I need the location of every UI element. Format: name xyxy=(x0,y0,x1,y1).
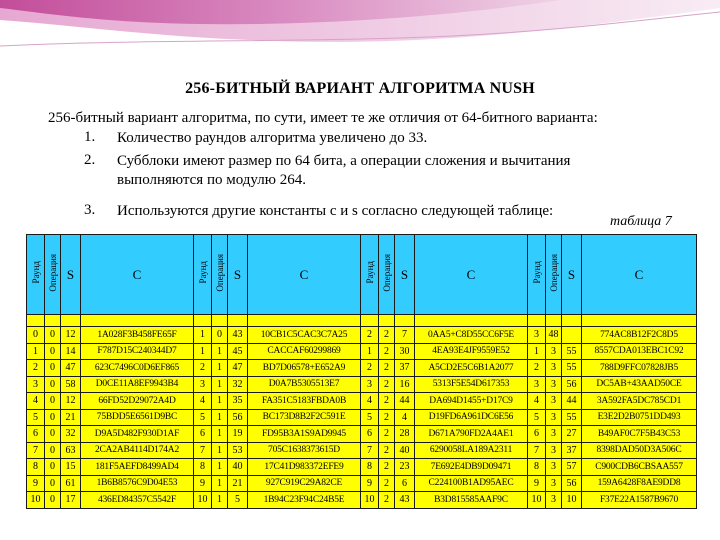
operation-cell: 48 xyxy=(546,327,562,344)
header-round-4 xyxy=(528,235,546,315)
operation-cell: 2 xyxy=(379,475,395,492)
c-cell: 66FD52D29072A4D xyxy=(81,393,194,410)
list-item-1: Количество раундов алгоритма увеличено до 33. xyxy=(117,130,428,146)
c-cell: 6290058LA189A2311 xyxy=(415,442,528,459)
c-cell: D0A7B5305513E7 xyxy=(248,376,361,393)
table-spacer-row xyxy=(27,315,697,327)
page-title: 256-БИТНЫЙ ВАРИАНТ АЛГОРИТМА NUSH xyxy=(185,80,535,97)
round-cell: 1 xyxy=(27,343,45,360)
operation-cell: 1 xyxy=(212,442,228,459)
spacer-cell xyxy=(27,315,45,327)
s-cell: 7 xyxy=(395,327,415,344)
c-cell: 0AA5+C8D55CC6F5E xyxy=(415,327,528,344)
operation-cell: 3 xyxy=(546,409,562,426)
operation-cell: 3 xyxy=(546,393,562,410)
header-round-label: Раунд xyxy=(197,261,208,284)
c-cell: 623C7496C0D6EF865 xyxy=(81,360,194,377)
header-s-4: S xyxy=(562,235,582,315)
s-cell: 23 xyxy=(395,459,415,476)
c-cell: 7E692E4DB9D09471 xyxy=(415,459,528,476)
operation-cell: 2 xyxy=(379,343,395,360)
header-c-4: C xyxy=(582,235,697,315)
c-cell: 2CA2AB4114D174A2 xyxy=(81,442,194,459)
s-cell: 55 xyxy=(562,409,582,426)
spacer-cell xyxy=(212,315,228,327)
spacer-cell xyxy=(248,315,361,327)
c-cell: D671A790FD2A4AE1 xyxy=(415,426,528,443)
c-cell: 8557CDA013EBC1C92 xyxy=(582,343,697,360)
round-cell: 10 xyxy=(194,492,212,509)
c-cell: 5313F5E54D617353 xyxy=(415,376,528,393)
operation-cell: 2 xyxy=(379,459,395,476)
operation-cell: 0 xyxy=(45,426,61,443)
spacer-cell xyxy=(582,315,697,327)
header-round-label: Раунд xyxy=(364,261,375,284)
spacer-cell xyxy=(228,315,248,327)
s-cell: 14 xyxy=(61,343,81,360)
round-cell: 7 xyxy=(27,442,45,459)
s-cell: 6 xyxy=(395,475,415,492)
header-operation-1 xyxy=(45,235,61,315)
round-cell: 1 xyxy=(528,343,546,360)
header-operation-label: Операция xyxy=(381,253,392,292)
s-cell: 43 xyxy=(395,492,415,509)
table-row xyxy=(27,327,697,344)
c-cell: FD95B3A1S9AD9945 xyxy=(248,426,361,443)
operation-cell: 1 xyxy=(212,475,228,492)
header-round-2 xyxy=(194,235,212,315)
round-cell: 4 xyxy=(194,393,212,410)
operation-cell: 2 xyxy=(379,426,395,443)
s-cell: 10 xyxy=(562,492,582,509)
round-cell: 2 xyxy=(194,360,212,377)
c-cell: 1B6B8576C9D04E53 xyxy=(81,475,194,492)
operation-cell: 0 xyxy=(45,475,61,492)
table-row xyxy=(27,475,697,492)
table-row xyxy=(27,376,697,393)
list-item-3: Используются другие константы c и s согласно следующей таблице: xyxy=(117,203,554,219)
round-cell: 3 xyxy=(361,376,379,393)
c-cell: 159A6428F8AE9DD8 xyxy=(582,475,697,492)
c-cell: 774AC8B12F2C8D5 xyxy=(582,327,697,344)
operation-cell: 1 xyxy=(212,360,228,377)
header-operation-2 xyxy=(212,235,228,315)
s-cell: 21 xyxy=(61,409,81,426)
table-row xyxy=(27,442,697,459)
header-operation-label: Операция xyxy=(548,253,559,292)
operation-cell: 2 xyxy=(379,492,395,509)
operation-cell: 3 xyxy=(546,492,562,509)
header-s-1: S xyxy=(61,235,81,315)
s-cell: 63 xyxy=(61,442,81,459)
header-operation-label: Операция xyxy=(214,253,225,292)
operation-cell: 0 xyxy=(45,343,61,360)
round-cell: 3 xyxy=(528,376,546,393)
s-cell: 35 xyxy=(228,393,248,410)
round-cell: 10 xyxy=(27,492,45,509)
c-cell: DC5AB+43AAD50CE xyxy=(582,376,697,393)
c-cell: 75BDD5E6561D9BC xyxy=(81,409,194,426)
table-caption: таблица 7 xyxy=(610,214,672,229)
round-cell: 10 xyxy=(361,492,379,509)
table-row xyxy=(27,426,697,443)
list-number-3: 3. xyxy=(84,202,96,218)
c-cell: 436ED84357C5542F xyxy=(81,492,194,509)
table-row xyxy=(27,492,697,509)
operation-cell: 3 xyxy=(546,459,562,476)
s-cell: 32 xyxy=(228,376,248,393)
list-number-1: 1. xyxy=(84,129,96,145)
round-cell: 8 xyxy=(528,459,546,476)
spacer-cell xyxy=(379,315,395,327)
constants-table-container xyxy=(26,234,696,509)
c-cell: 705C1638373615D xyxy=(248,442,361,459)
round-cell: 4 xyxy=(27,393,45,410)
round-cell: 9 xyxy=(27,475,45,492)
c-cell: BC173D8B2F2C591E xyxy=(248,409,361,426)
c-cell: F37E22A1587B9670 xyxy=(582,492,697,509)
c-cell: BD7D06578+E652A9 xyxy=(248,360,361,377)
s-cell: 58 xyxy=(61,376,81,393)
s-cell: 30 xyxy=(395,343,415,360)
spacer-cell xyxy=(395,315,415,327)
operation-cell: 1 xyxy=(212,409,228,426)
operation-cell: 3 xyxy=(546,343,562,360)
s-cell: 55 xyxy=(562,343,582,360)
operation-cell: 2 xyxy=(379,376,395,393)
s-cell: 43 xyxy=(228,327,248,344)
round-cell: 3 xyxy=(528,327,546,344)
header-round-label: Раунд xyxy=(531,261,542,284)
s-cell: 12 xyxy=(61,393,81,410)
s-cell: 5 xyxy=(228,492,248,509)
c-cell: 1B94C23F94C24B5E xyxy=(248,492,361,509)
header-round-label: Раунд xyxy=(30,261,41,284)
operation-cell: 3 xyxy=(546,376,562,393)
round-cell: 5 xyxy=(361,409,379,426)
round-cell: 8 xyxy=(194,459,212,476)
round-cell: 10 xyxy=(528,492,546,509)
c-cell: A5CD2E5C6B1A2077 xyxy=(415,360,528,377)
s-cell: 44 xyxy=(395,393,415,410)
s-cell: 28 xyxy=(395,426,415,443)
round-cell: 1 xyxy=(194,343,212,360)
operation-cell: 0 xyxy=(45,409,61,426)
round-cell: 9 xyxy=(361,475,379,492)
round-cell: 6 xyxy=(27,426,45,443)
header-operation-3 xyxy=(379,235,395,315)
c-cell: C224100B1AD95AEC xyxy=(415,475,528,492)
s-cell: 55 xyxy=(562,360,582,377)
list-number-2: 2. xyxy=(84,152,96,168)
c-cell: F787D15C240344D7 xyxy=(81,343,194,360)
list-item-2-line-2: выполняются по модулю 264. xyxy=(117,172,306,188)
header-round-1 xyxy=(27,235,45,315)
round-cell: 4 xyxy=(528,393,546,410)
operation-cell: 0 xyxy=(212,327,228,344)
operation-cell: 1 xyxy=(212,492,228,509)
header-c-1: C xyxy=(81,235,194,315)
round-cell: 1 xyxy=(194,327,212,344)
s-cell: 37 xyxy=(395,360,415,377)
s-cell: 40 xyxy=(395,442,415,459)
table-header-row xyxy=(27,235,697,315)
s-cell: 15 xyxy=(61,459,81,476)
operation-cell: 3 xyxy=(546,475,562,492)
header-operation-4 xyxy=(546,235,562,315)
table-row xyxy=(27,360,697,377)
table-row xyxy=(27,409,697,426)
c-cell: E3E2D2B0751DD493 xyxy=(582,409,697,426)
spacer-cell xyxy=(61,315,81,327)
s-cell: 32 xyxy=(61,426,81,443)
operation-cell: 0 xyxy=(45,459,61,476)
s-cell: 61 xyxy=(61,475,81,492)
operation-cell: 1 xyxy=(212,376,228,393)
header-c-2: C xyxy=(248,235,361,315)
round-cell: 7 xyxy=(194,442,212,459)
header-operation-label: Операция xyxy=(47,253,58,292)
round-cell: 0 xyxy=(27,327,45,344)
operation-cell: 2 xyxy=(379,327,395,344)
s-cell: 44 xyxy=(562,393,582,410)
round-cell: 8 xyxy=(27,459,45,476)
s-cell: 16 xyxy=(395,376,415,393)
list-item-2-line-1: Субблоки имеют размер по 64 бита, а операции сложения и вычитания xyxy=(117,153,571,169)
round-cell: 9 xyxy=(528,475,546,492)
round-cell: 6 xyxy=(194,426,212,443)
s-cell: 27 xyxy=(562,426,582,443)
spacer-cell xyxy=(415,315,528,327)
c-cell: B3D815585AAF9C xyxy=(415,492,528,509)
round-cell: 4 xyxy=(361,393,379,410)
c-cell: B49AF0C7F5B43C53 xyxy=(582,426,697,443)
c-cell: 4EA93E4JF9559E52 xyxy=(415,343,528,360)
s-cell: 17 xyxy=(61,492,81,509)
operation-cell: 0 xyxy=(45,376,61,393)
header-round-3 xyxy=(361,235,379,315)
s-cell: 56 xyxy=(228,409,248,426)
c-cell: 927C919C29A82CE xyxy=(248,475,361,492)
operation-cell: 1 xyxy=(212,459,228,476)
s-cell: 21 xyxy=(228,475,248,492)
c-cell: 10CB1C5CAC3C7A25 xyxy=(248,327,361,344)
operation-cell: 2 xyxy=(379,393,395,410)
c-cell: CACCAF60299869 xyxy=(248,343,361,360)
operation-cell: 0 xyxy=(45,393,61,410)
operation-cell: 1 xyxy=(212,343,228,360)
header-wave-decoration xyxy=(0,0,720,70)
c-cell: D9A5D482F930D1AF xyxy=(81,426,194,443)
c-cell: FA351C5183FBDA0B xyxy=(248,393,361,410)
operation-cell: 2 xyxy=(379,409,395,426)
c-cell: C900CDB6CBSAA557 xyxy=(582,459,697,476)
operation-cell: 2 xyxy=(379,360,395,377)
round-cell: 2 xyxy=(528,360,546,377)
operation-cell: 1 xyxy=(212,426,228,443)
operation-cell: 1 xyxy=(212,393,228,410)
operation-cell: 3 xyxy=(546,360,562,377)
spacer-cell xyxy=(361,315,379,327)
c-cell: 8398DAD50D3A506C xyxy=(582,442,697,459)
s-cell xyxy=(562,327,582,344)
round-cell: 6 xyxy=(528,426,546,443)
s-cell: 40 xyxy=(228,459,248,476)
s-cell: 37 xyxy=(562,442,582,459)
s-cell: 57 xyxy=(562,459,582,476)
table-row xyxy=(27,393,697,410)
c-cell: 1A028F3B458FE65F xyxy=(81,327,194,344)
s-cell: 47 xyxy=(228,360,248,377)
round-cell: 5 xyxy=(27,409,45,426)
s-cell: 53 xyxy=(228,442,248,459)
spacer-cell xyxy=(45,315,61,327)
round-cell: 2 xyxy=(361,327,379,344)
operation-cell: 2 xyxy=(379,442,395,459)
round-cell: 8 xyxy=(361,459,379,476)
round-cell: 3 xyxy=(194,376,212,393)
operation-cell: 0 xyxy=(45,442,61,459)
round-cell: 3 xyxy=(27,376,45,393)
s-cell: 47 xyxy=(61,360,81,377)
round-cell: 5 xyxy=(528,409,546,426)
round-cell: 7 xyxy=(361,442,379,459)
spacer-cell xyxy=(81,315,194,327)
c-cell: DA694D1455+D17C9 xyxy=(415,393,528,410)
operation-cell: 0 xyxy=(45,360,61,377)
round-cell: 7 xyxy=(528,442,546,459)
spacer-cell xyxy=(194,315,212,327)
c-cell: 3A592FA5DC785CD1 xyxy=(582,393,697,410)
header-s-3: S xyxy=(395,235,415,315)
s-cell: 19 xyxy=(228,426,248,443)
c-cell: D19FD6A961DC6E56 xyxy=(415,409,528,426)
c-cell: D0CE11A8EF9943B4 xyxy=(81,376,194,393)
round-cell: 5 xyxy=(194,409,212,426)
spacer-cell xyxy=(562,315,582,327)
round-cell: 2 xyxy=(27,360,45,377)
table-row xyxy=(27,343,697,360)
round-cell: 9 xyxy=(194,475,212,492)
operation-cell: 0 xyxy=(45,492,61,509)
constants-table xyxy=(26,234,697,509)
c-cell: 17C41D983372EFE9 xyxy=(248,459,361,476)
s-cell: 4 xyxy=(395,409,415,426)
s-cell: 12 xyxy=(61,327,81,344)
c-cell: 788D9FFC07828JB5 xyxy=(582,360,697,377)
header-c-3: C xyxy=(415,235,528,315)
spacer-cell xyxy=(528,315,546,327)
s-cell: 45 xyxy=(228,343,248,360)
s-cell: 56 xyxy=(562,475,582,492)
header-s-2: S xyxy=(228,235,248,315)
spacer-cell xyxy=(546,315,562,327)
s-cell: 56 xyxy=(562,376,582,393)
round-cell: 2 xyxy=(361,360,379,377)
round-cell: 6 xyxy=(361,426,379,443)
table-row xyxy=(27,459,697,476)
operation-cell: 3 xyxy=(546,426,562,443)
round-cell: 1 xyxy=(361,343,379,360)
intro-paragraph: 256-битный вариант алгоритма, по сути, имеет те же отличия от 64-битного варианта: xyxy=(48,110,598,126)
operation-cell: 0 xyxy=(45,327,61,344)
c-cell: 181F5AEFD8499AD4 xyxy=(81,459,194,476)
operation-cell: 3 xyxy=(546,442,562,459)
